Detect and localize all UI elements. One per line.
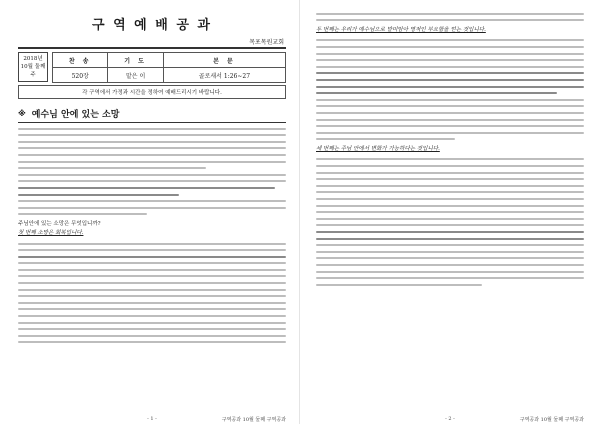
- text-line: [18, 134, 286, 136]
- text-line: [316, 244, 584, 246]
- text-line: [316, 119, 584, 121]
- text-line: [316, 205, 584, 207]
- text-line: [18, 154, 286, 156]
- text-line: [18, 308, 286, 310]
- text-line: [18, 180, 286, 182]
- text-line: [18, 322, 286, 324]
- text-line: [316, 165, 584, 167]
- text-line: [18, 275, 286, 277]
- text-line: [316, 99, 584, 101]
- text-line: [316, 59, 584, 61]
- page-right: [300, 0, 600, 424]
- text-line: [316, 257, 584, 259]
- date-box: [18, 52, 48, 82]
- title-rule: [18, 122, 286, 123]
- text-line: [316, 198, 584, 200]
- worship-table: [52, 52, 286, 83]
- edition-label: 구역공과 10월 둘째 구역공과: [221, 417, 286, 423]
- text-line: [316, 46, 584, 48]
- text-line: [18, 174, 286, 176]
- text-line: [18, 194, 179, 196]
- text-line: [18, 289, 286, 291]
- text-line: [18, 335, 286, 337]
- header-hymn: 찬 송: [53, 53, 108, 68]
- body-paragraph-1: [18, 128, 286, 170]
- text-line: [18, 147, 286, 149]
- body-paragraph-3: [18, 220, 286, 344]
- text-line: [316, 19, 584, 21]
- text-line: [18, 141, 286, 143]
- reference-mark-icon: ※: [18, 109, 26, 118]
- text-line: [18, 315, 286, 317]
- header-rule: [18, 47, 286, 49]
- text-line: [316, 86, 584, 88]
- text-line: [18, 302, 286, 304]
- text-line: [18, 262, 286, 264]
- text-line: [316, 72, 584, 74]
- body-paragraph-2: [18, 174, 286, 216]
- text-line: [316, 105, 584, 107]
- text-line: [316, 218, 584, 220]
- text-line: [316, 224, 584, 226]
- date-week: 10월 둘째주: [20, 64, 46, 78]
- text-line: [18, 341, 286, 343]
- text-line: [18, 243, 286, 245]
- text-line: [316, 191, 584, 193]
- text-line: [316, 238, 584, 240]
- text-line: [18, 167, 206, 169]
- body-paragraph-4: [316, 13, 584, 22]
- text-line: [18, 256, 286, 258]
- text-line: [316, 66, 584, 68]
- body-paragraph-5: [316, 26, 584, 141]
- page-title: 구 역 예 배 공 과: [92, 18, 212, 33]
- worship-info: [18, 52, 286, 82]
- highlight-line: 첫 번째 소망은 회복입니다.: [18, 229, 84, 236]
- text-line: [316, 172, 584, 174]
- section-title: 예수님 안에 있는 소망: [31, 110, 120, 120]
- header-prayer: 기 도: [108, 53, 163, 68]
- text-line: [316, 158, 584, 160]
- question-line: 주님안에 있는 소망은 무엇입니까?: [18, 220, 101, 227]
- text-line: [316, 138, 455, 140]
- text-line: [18, 200, 286, 202]
- text-line: [316, 264, 584, 266]
- text-line: [18, 128, 286, 130]
- hymn-value: 520장: [53, 68, 108, 83]
- highlight-line: 두 번째는 우리가 예수님으로 말미암아 영적인 부요함을 얻는 것입니다.: [316, 26, 486, 33]
- page-number: - 1 -: [147, 416, 157, 422]
- text-line: [316, 251, 584, 253]
- text-line: [18, 269, 286, 271]
- motto: 각 구역에서 가정과 시간을 정하여 예배드리시기 바랍니다.: [18, 85, 286, 99]
- text-line: [18, 249, 286, 251]
- text-line: [316, 132, 584, 134]
- text-line: [18, 213, 147, 215]
- text-line: [316, 271, 584, 273]
- text-line: [316, 231, 584, 233]
- page-number: - 2 -: [445, 416, 455, 422]
- text-line: [18, 295, 286, 297]
- text-line: [316, 39, 584, 41]
- text-line: [316, 92, 557, 94]
- text-line: [18, 161, 286, 163]
- text-line: [316, 185, 584, 187]
- date-year: 2018년: [23, 56, 43, 62]
- text-line: [316, 284, 482, 286]
- text-line: [18, 328, 286, 330]
- text-line: [316, 79, 584, 81]
- header-text: 본 문: [163, 53, 285, 68]
- edition-label: 구역공과 10월 둘째 구역공과: [519, 417, 584, 423]
- body-paragraph-6: [316, 145, 584, 286]
- text-line: [316, 112, 584, 114]
- prayer-value: 맡은 이: [108, 68, 163, 83]
- text-line: [18, 207, 286, 209]
- text-line: [18, 187, 275, 189]
- text-line: [18, 282, 286, 284]
- text-value: 골로새서 1:26~27: [163, 68, 285, 83]
- text-line: [316, 53, 584, 55]
- text-line: [316, 277, 584, 279]
- text-line: [316, 125, 584, 127]
- text-line: [316, 211, 584, 213]
- church-name: 목포목원교회: [249, 39, 284, 46]
- text-line: [316, 178, 584, 180]
- text-line: [316, 13, 584, 15]
- highlight-line: 세 번째는 주님 안에서 변화가 가능하다는 것입니다.: [316, 145, 440, 152]
- section-heading: [18, 107, 286, 120]
